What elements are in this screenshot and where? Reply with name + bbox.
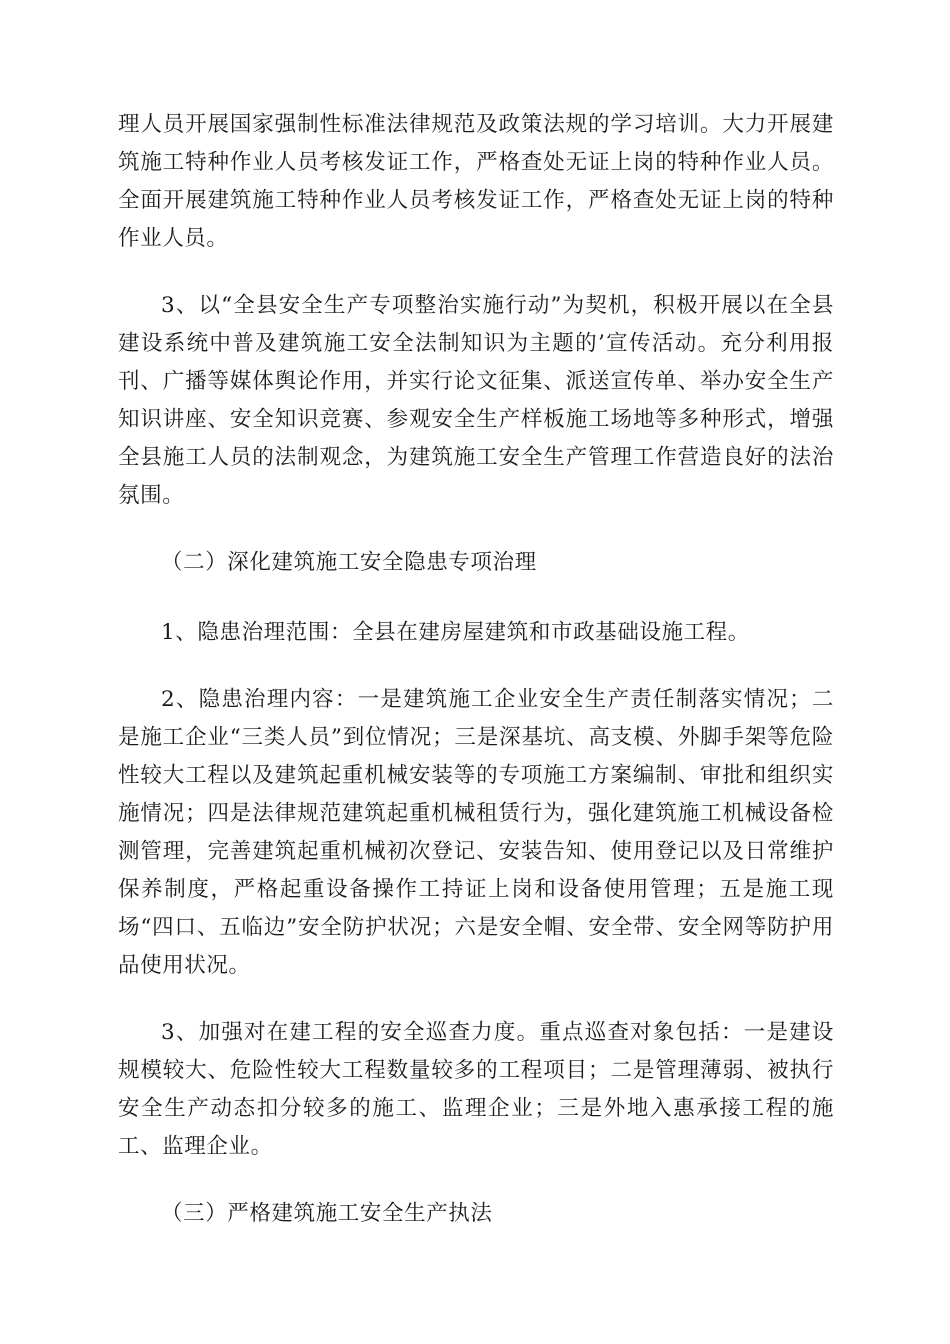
paragraph-item-3-inspection: 3、加强对在建工程的安全巡查力度。重点巡查对象包括：一是建设规模较大、危险性较大工程数量较多的工程项目；二是管理薄弱、被执行安全生产动态扣分较多的施工、监理企业；三是外地入惠承接工程的施工、监理企业。 [118, 1020, 834, 1159]
paragraph-item-3-publicity: 3、以“全县安全生产专项整治实施行动”为契机，积极开展以在全县建设系统中普及建筑施工安全法制知识为主题的’宣传活动。充分利用报刊、广播等媒体舆论作用，并实行论文征集、派送宣传单、举办安全生产知识讲座、安全知识竞赛、参观安全生产样板施工场地等多种形式，增强全县施工人员的法制观念，为建筑施工安全生产管理工作营造良好的法治氛围。 [118, 293, 834, 508]
paragraph-training-continuation: 理人员开展国家强制性标准法律规范及政策法规的学习培训。大力开展建筑施工特种作业人员考核发证工作，严格查处无证上岗的特种作业人员。全面开展建筑施工特种作业人员考核发证工作，严格查处无证上岗的特种作业人员。 [118, 112, 834, 251]
section-heading-law-enforcement: （三）严格建筑施工安全生产执法 [161, 1201, 493, 1226]
section-heading-hazard-governance: （二）深化建筑施工安全隐患专项治理 [161, 550, 537, 575]
paragraph-item-1-scope: 1、隐患治理范围：全县在建房屋建筑和市政基础设施工程。 [161, 620, 750, 645]
document-body [118, 106, 834, 1265]
paragraph-item-2-content: 2、隐患治理内容：一是建筑施工企业安全生产责任制落实情况；二是施工企业“三类人员”到位情况；三是深基坑、高支模、外脚手架等危险性较大工程以及建筑起重机械安装等的专项施工方案编制、审批和组织实施情况；四是法律规范建筑起重机械租赁行为，强化建筑施工机械设备检测管理，完善建筑起重机械初次登记、安装告知、使用登记以及日常维护保养制度，严格起重设备操作工持证上岗和设备使用管理；五是施工现场“四口、五临边”安全防护状况；六是安全帽、安全带、安全网等防护用品使用状况。 [118, 687, 834, 978]
